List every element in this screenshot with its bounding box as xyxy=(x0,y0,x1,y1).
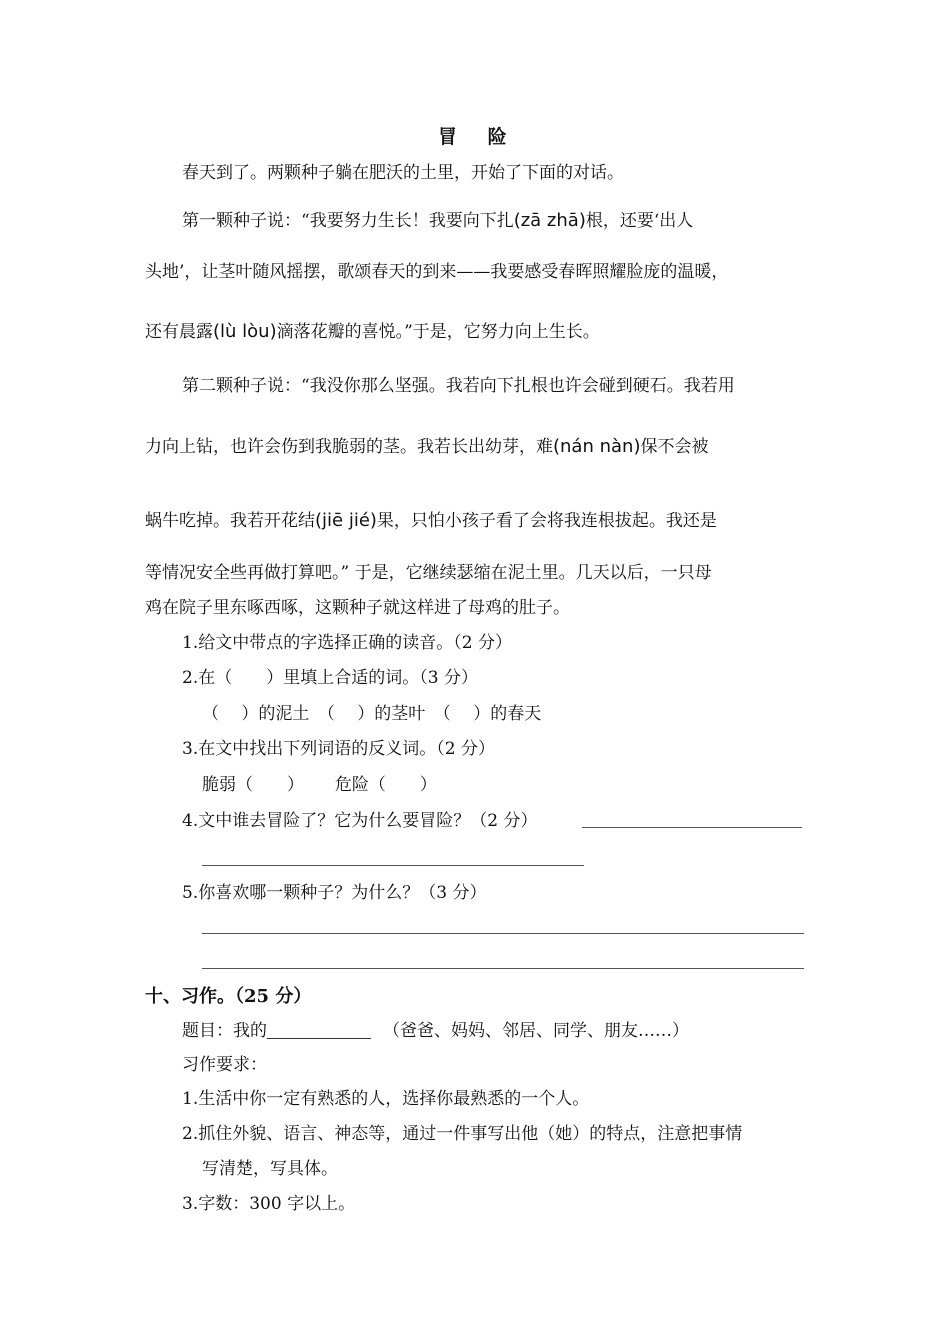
requirement-3: 3.字数：300 字以上。 xyxy=(182,1194,356,1214)
paragraph-3-line-3 xyxy=(145,509,717,533)
pinyin-choice: (lù lòu) xyxy=(213,321,277,342)
pinyin-choice: (jiē jié) xyxy=(315,510,377,531)
answer-line[interactable] xyxy=(202,968,804,969)
question-3: 3.在文中找出下列词语的反义词。（2 分） xyxy=(182,739,495,759)
paragraph-text: 果，只怕小孩子看了会将我连根拔起。我还是 xyxy=(376,511,717,531)
answer-line[interactable] xyxy=(202,865,584,866)
answer-line[interactable] xyxy=(582,827,802,828)
paragraph-3-line-4: 等情况安全些再做打算吧。” 于是，它继续瑟缩在泥土里。几天以后，一只母 xyxy=(145,563,712,583)
composition-topic xyxy=(182,1019,689,1043)
paragraph-2-line-2: 头地’，让茎叶随风摇摆，歌颂春天的到来——我要感受春晖照耀脸庞的温暖， xyxy=(145,262,729,282)
paragraph-text: 蜗牛吃掉。我若开花结 xyxy=(145,511,315,531)
question-2: 2.在（ ）里填上合适的词。（3 分） xyxy=(182,668,478,688)
question-4: 4.文中谁去冒险了？它为什么要冒险？（2 分） xyxy=(182,811,538,831)
passage-title: 冒 险 xyxy=(438,126,519,148)
topic-blank[interactable] xyxy=(267,1020,371,1039)
question-3-items: 脆弱（ ） 危险（ ） xyxy=(202,775,437,795)
answer-line[interactable] xyxy=(202,933,804,934)
topic-prefix: 题目：我的 xyxy=(182,1021,267,1041)
requirements-label: 习作要求： xyxy=(182,1055,267,1075)
paragraph-3-line-5: 鸡在院子里东啄西啄，这颗种子就这样进了母鸡的肚子。 xyxy=(145,598,570,618)
requirement-2: 2.抓住外貌、语言、神态等，通过一件事写出他（她）的特点，注意把事情 xyxy=(182,1124,743,1144)
topic-hint: （爸爸、妈妈、邻居、同学、朋友……） xyxy=(383,1021,689,1041)
pinyin-choice: (nán nàn) xyxy=(553,436,641,457)
paragraph-text: 滴落花瓣的喜悦。”于是，它努力向上生长。 xyxy=(276,322,600,342)
question-2-items: （ ）的泥土 （ ）的茎叶 （ ）的春天 xyxy=(202,704,542,724)
paragraph-text: 第一颗种子说：“我要努力生长！我要向下扎 xyxy=(182,211,514,231)
paragraph-2-line-3 xyxy=(145,320,600,344)
question-5: 5.你喜欢哪一颗种子？为什么？（3 分） xyxy=(182,883,487,903)
paragraph-3-line-1: 第二颗种子说：“我没你那么坚强。我若向下扎根也许会碰到硬石。我若用 xyxy=(182,376,735,396)
requirement-1: 1.生活中你一定有熟悉的人，选择你最熟悉的一个人。 xyxy=(182,1089,590,1109)
paragraph-text: 保不会被 xyxy=(640,437,709,457)
paragraph-1: 春天到了。两颗种子躺在肥沃的土里，开始了下面的对话。 xyxy=(182,163,624,183)
paragraph-text: 根，还要‘出人 xyxy=(585,211,694,231)
pinyin-choice: (zā zhā) xyxy=(513,210,586,231)
paragraph-3-line-2 xyxy=(145,435,708,459)
section-heading: 十、习作。（25 分） xyxy=(145,986,312,1007)
requirement-2-continued: 写清楚，写具体。 xyxy=(202,1159,338,1179)
paragraph-text: 力向上钻，也许会伤到我脆弱的茎。我若长出幼芽，难 xyxy=(145,437,553,457)
paragraph-2-line-1 xyxy=(182,209,693,233)
paragraph-text: 还有晨露 xyxy=(145,322,213,342)
question-1: 1.给文中带点的字选择正确的读音。（2 分） xyxy=(182,633,512,653)
